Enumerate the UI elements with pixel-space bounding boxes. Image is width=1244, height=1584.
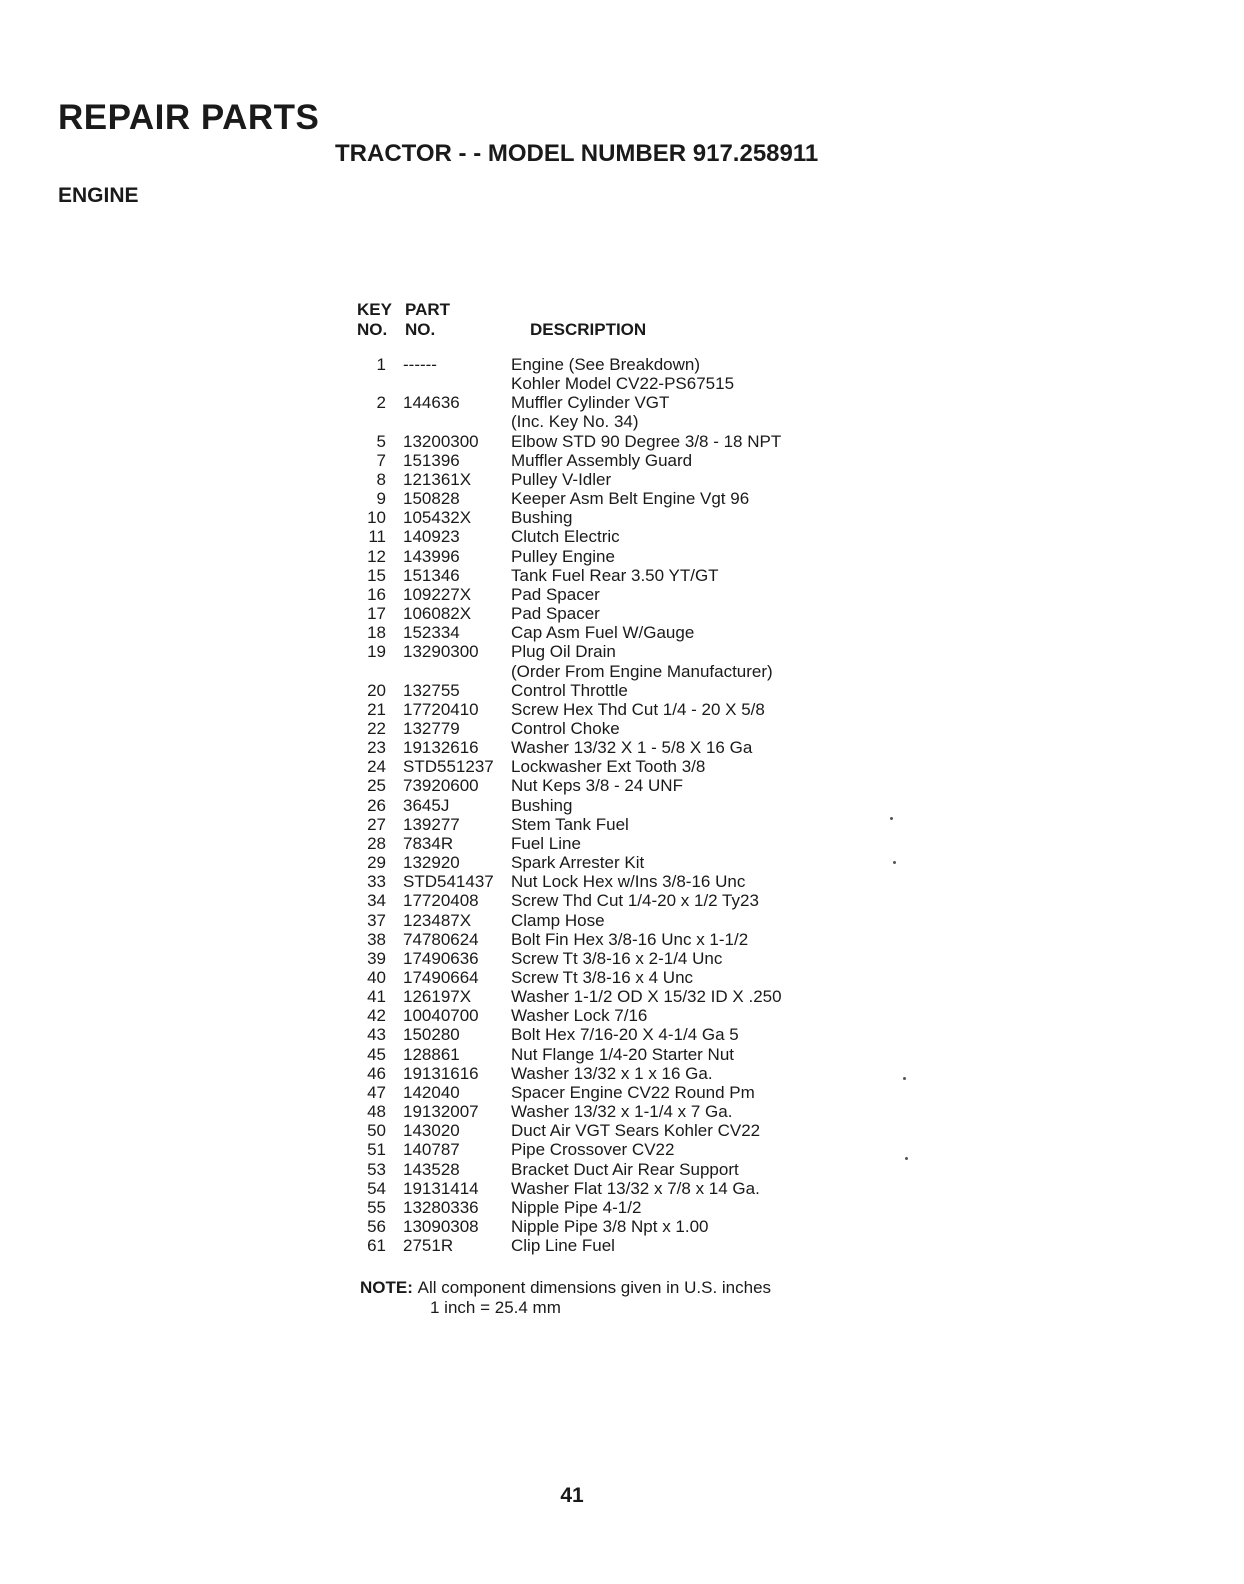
description: [511, 891, 876, 910]
description-line: Clip Line Fuel: [511, 1236, 615, 1256]
description-line: Nut Lock Hex w/Ins 3/8-16 Unc: [511, 872, 746, 892]
key-number: 29: [367, 853, 386, 873]
scan-speck: [905, 1157, 908, 1160]
description-line: Engine (See Breakdown): [511, 355, 701, 374]
description: [511, 1179, 876, 1198]
key-number: 16: [367, 584, 386, 604]
parts-row: [356, 623, 876, 642]
description-line: Stem Tank Fuel: [511, 814, 629, 834]
description-line: Bushing: [511, 795, 573, 815]
parts-row: [356, 355, 876, 393]
description-line: Plug Oil Drain: [511, 642, 616, 662]
description-line: Muffler Assembly Guard: [511, 450, 693, 470]
key-number: 28: [367, 833, 386, 853]
description: [511, 930, 876, 949]
parts-row: [356, 700, 876, 719]
part-number: 13200300: [403, 431, 479, 451]
description-line: (Inc. Key No. 34): [511, 412, 639, 432]
description-line: Screw Tt 3/8-16 x 2-1/4 Unc: [511, 948, 723, 968]
part-number: 121361X: [403, 469, 472, 489]
part-number: 150280: [403, 1025, 460, 1045]
key-number: 21: [367, 699, 386, 719]
part-number: 7834R: [403, 833, 454, 853]
part-number: 19131414: [403, 1178, 479, 1198]
parts-row: [356, 1064, 876, 1083]
description: [511, 776, 876, 795]
description: [511, 642, 876, 680]
parts-row: [356, 1217, 876, 1236]
part-number: STD551237: [403, 757, 494, 777]
note: [360, 1278, 771, 1318]
parts-row: [356, 911, 876, 930]
column-header-key-no: KEY NO.: [357, 300, 392, 339]
part-number: 143996: [403, 546, 460, 566]
description-line: Washer 13/32 x 1-1/4 x 7 Ga.: [511, 1102, 733, 1122]
part-number: 132779: [403, 718, 460, 738]
parts-row: [356, 757, 876, 776]
scan-speck: [890, 817, 893, 820]
key-number: 19: [367, 642, 386, 662]
part-number: 143020: [403, 1121, 460, 1141]
description-line: Tank Fuel Rear 3.50 YT/GT: [511, 565, 719, 585]
part-number: 2751R: [403, 1236, 454, 1256]
description: [511, 1064, 876, 1083]
parts-row: [356, 681, 876, 700]
parts-row: [356, 1006, 876, 1025]
parts-row: [356, 930, 876, 949]
description: [511, 1102, 876, 1121]
parts-row: [356, 604, 876, 623]
part-number: 105432X: [403, 508, 472, 528]
part-number: 19132007: [403, 1102, 479, 1122]
description-line: Control Choke: [511, 718, 620, 738]
key-number: 42: [367, 1006, 386, 1026]
scan-speck: [893, 861, 896, 864]
part-number: 152334: [403, 623, 460, 643]
description: [511, 355, 876, 393]
part-number: 73920600: [403, 776, 479, 796]
description-line: Nut Flange 1/4-20 Starter Nut: [511, 1044, 735, 1064]
description: [511, 1217, 876, 1236]
parts-row: [356, 1160, 876, 1179]
key-number: 40: [367, 968, 386, 987]
description: [511, 949, 876, 968]
parts-row: [356, 1025, 876, 1044]
part-number: 10040700: [403, 1006, 479, 1026]
description: [511, 1198, 876, 1217]
description: [511, 547, 876, 566]
parts-row: [356, 470, 876, 489]
parts-row: [356, 1121, 876, 1140]
key-number: 1: [376, 355, 386, 374]
description: [511, 566, 876, 585]
column-header-part-no: PART NO.: [405, 300, 451, 339]
key-number: 27: [367, 814, 386, 834]
part-number: 132920: [403, 853, 460, 873]
parts-row: [356, 738, 876, 757]
parts-row: [356, 987, 876, 1006]
parts-row: [356, 1236, 876, 1255]
key-number: 55: [367, 1197, 386, 1217]
parts-row: [356, 451, 876, 470]
description: [511, 815, 876, 834]
description-line: Lockwasher Ext Tooth 3/8: [511, 757, 706, 777]
key-number: 46: [367, 1063, 386, 1083]
parts-row: [356, 489, 876, 508]
parts-row: [356, 891, 876, 910]
key-number: 20: [367, 680, 386, 700]
part-number: 17490636: [403, 948, 479, 968]
column-header-description: DESCRIPTION: [530, 320, 647, 339]
description-line: Washer 13/32 X 1 - 5/8 X 16 Ga: [511, 738, 753, 758]
description: [511, 738, 876, 757]
part-number: 109227X: [403, 584, 472, 604]
key-number: 47: [367, 1082, 386, 1102]
description-line: Washer Flat 13/32 x 7/8 x 14 Ga.: [511, 1178, 760, 1198]
description-line: Elbow STD 90 Degree 3/8 - 18 NPT: [511, 431, 782, 451]
key-number: 25: [367, 776, 386, 796]
description-line: Muffler Cylinder VGT: [511, 393, 670, 413]
parts-row: [356, 834, 876, 853]
description: [511, 757, 876, 776]
key-number: 43: [367, 1025, 386, 1045]
note-line-1: All component dimensions given in U.S. inches: [417, 1278, 772, 1297]
part-number: 106082X: [403, 604, 472, 624]
description-line: Keeper Asm Belt Engine Vgt 96: [511, 489, 750, 509]
part-number: 17720410: [403, 699, 479, 719]
description: [511, 1025, 876, 1044]
part-number: 123487X: [403, 910, 472, 930]
part-number: 19132616: [403, 738, 479, 758]
description-line: Bolt Hex 7/16-20 X 4-1/4 Ga 5: [511, 1025, 739, 1045]
description-line: Kohler Model CV22-PS67515: [511, 374, 735, 394]
description: [511, 393, 876, 431]
key-number: 7: [376, 450, 386, 470]
description: [511, 911, 876, 930]
key-number: 51: [367, 1140, 386, 1160]
parts-row: [356, 393, 876, 431]
description: [511, 834, 876, 853]
description-line: Screw Thd Cut 1/4-20 x 1/2 Ty23: [511, 891, 759, 911]
parts-row: [356, 1083, 876, 1102]
section-heading: ENGINE: [58, 184, 139, 207]
parts-row: [356, 585, 876, 604]
description-line: Pulley Engine: [511, 546, 615, 566]
description: [511, 508, 876, 527]
part-number: 74780624: [403, 929, 479, 949]
description: [511, 470, 876, 489]
description-line: Clutch Electric: [511, 527, 620, 547]
part-number: 139277: [403, 814, 460, 834]
key-number: 53: [367, 1159, 386, 1179]
key-number: 26: [367, 795, 386, 815]
description: [511, 853, 876, 872]
description: [511, 1160, 876, 1179]
parts-row: [356, 642, 876, 680]
part-number: 144636: [403, 393, 460, 413]
parts-row: [356, 1198, 876, 1217]
scan-speck: [903, 1077, 906, 1080]
key-number: 41: [367, 987, 386, 1007]
description-line: Screw Hex Thd Cut 1/4 - 20 X 5/8: [511, 699, 765, 719]
description-line: Fuel Line: [511, 833, 581, 853]
parts-row: [356, 853, 876, 872]
description: [511, 719, 876, 738]
description-line: Washer Lock 7/16: [511, 1006, 648, 1026]
description: [511, 1121, 876, 1140]
key-number: 33: [367, 872, 386, 892]
description-line: Nipple Pipe 4-1/2: [511, 1197, 642, 1217]
description-line: Control Throttle: [511, 680, 628, 700]
parts-row: [356, 508, 876, 527]
key-number: 37: [367, 910, 386, 930]
description: [511, 451, 876, 470]
description-line: Cap Asm Fuel W/Gauge: [511, 623, 695, 643]
description-line: Bolt Fin Hex 3/8-16 Unc x 1-1/2: [511, 929, 749, 949]
part-number: 142040: [403, 1082, 460, 1102]
part-number: 140923: [403, 527, 460, 547]
part-number: 143528: [403, 1159, 460, 1179]
description-line: Pad Spacer: [511, 584, 600, 604]
model-subtitle: TRACTOR - - MODEL NUMBER 917.258911: [335, 140, 819, 167]
part-number: 19131616: [403, 1063, 479, 1083]
parts-row: [356, 949, 876, 968]
key-number: 38: [367, 929, 386, 949]
part-number: 132755: [403, 680, 460, 700]
key-number: 50: [367, 1121, 386, 1141]
key-number: 2: [376, 393, 386, 413]
key-number: 12: [367, 546, 386, 566]
key-number: 10: [367, 508, 386, 528]
parts-row: [356, 796, 876, 815]
description-line: Washer 1-1/2 OD X 15/32 ID X .250: [511, 987, 782, 1007]
description: [511, 1083, 876, 1102]
description: [511, 968, 876, 987]
part-number: 151396: [403, 450, 460, 470]
part-number: 13280336: [403, 1197, 479, 1217]
description: [511, 796, 876, 815]
parts-row: [356, 872, 876, 891]
parts-row: [356, 776, 876, 795]
description-line: Bracket Duct Air Rear Support: [511, 1159, 739, 1179]
key-number: 18: [367, 623, 386, 643]
key-number: 9: [376, 489, 386, 509]
description: [511, 1140, 876, 1159]
page-title: REPAIR PARTS: [58, 98, 320, 137]
description-line: Pipe Crossover CV22: [511, 1140, 675, 1160]
part-number: 150828: [403, 489, 460, 509]
description-line: (Order From Engine Manufacturer): [511, 661, 773, 681]
key-number: 54: [367, 1178, 386, 1198]
key-number: 17: [367, 604, 386, 624]
description-line: Spark Arrester Kit: [511, 853, 645, 873]
parts-row: [356, 547, 876, 566]
description: [511, 681, 876, 700]
description: [511, 489, 876, 508]
parts-list: [356, 355, 876, 1255]
description: [511, 585, 876, 604]
description-line: Nut Keps 3/8 - 24 UNF: [511, 776, 683, 796]
description: [511, 872, 876, 891]
description-line: Washer 13/32 x 1 x 16 Ga.: [511, 1063, 713, 1083]
description: [511, 1006, 876, 1025]
parts-row: [356, 719, 876, 738]
part-number: 3645J: [403, 795, 450, 815]
part-number: 126197X: [403, 987, 472, 1007]
key-number: 39: [367, 948, 386, 968]
description-line: Nipple Pipe 3/8 Npt x 1.00: [511, 1217, 709, 1237]
key-number: 61: [367, 1236, 386, 1256]
description: [511, 1045, 876, 1064]
key-number: 56: [367, 1217, 386, 1237]
description: [511, 604, 876, 623]
parts-row: [356, 1179, 876, 1198]
part-number: 17720408: [403, 891, 479, 911]
key-number: 45: [367, 1044, 386, 1064]
key-number: 23: [367, 738, 386, 758]
description-line: Spacer Engine CV22 Round Pm: [511, 1082, 755, 1102]
part-number: 17490664: [403, 968, 479, 987]
part-number: 151346: [403, 565, 460, 585]
description: [511, 623, 876, 642]
key-number: 5: [376, 431, 386, 451]
description: [511, 700, 876, 719]
key-number: 22: [367, 718, 386, 738]
key-number: 11: [368, 527, 386, 547]
parts-row: [356, 968, 876, 987]
description-line: Duct Air VGT Sears Kohler CV22: [511, 1121, 761, 1141]
key-number: 15: [367, 565, 386, 585]
part-number: 13290300: [403, 642, 479, 662]
note-label: NOTE:: [360, 1278, 413, 1297]
description-line: Bushing: [511, 508, 573, 528]
parts-row: [356, 815, 876, 834]
part-number: STD541437: [403, 872, 494, 892]
description-line: Screw Tt 3/8-16 x 4 Unc: [511, 968, 694, 987]
key-number: 34: [367, 891, 386, 911]
part-number: 140787: [403, 1140, 460, 1160]
parts-row: [356, 1102, 876, 1121]
description-line: Pulley V-Idler: [511, 469, 612, 489]
key-number: 24: [367, 757, 386, 777]
description-line: Pad Spacer: [511, 604, 600, 624]
description-line: Clamp Hose: [511, 910, 605, 930]
parts-row: [356, 432, 876, 451]
parts-row: [356, 1140, 876, 1159]
note-line-2: 1 inch = 25.4 mm: [430, 1298, 561, 1317]
description: [511, 1236, 876, 1255]
page-number: 41: [560, 1484, 584, 1507]
description: [511, 987, 876, 1006]
key-number: 8: [376, 469, 386, 489]
key-number: 48: [367, 1102, 386, 1122]
part-number: ------: [403, 355, 437, 374]
parts-row: [356, 1045, 876, 1064]
parts-row: [356, 527, 876, 546]
description: [511, 432, 876, 451]
description: [511, 527, 876, 546]
part-number: 128861: [403, 1044, 460, 1064]
parts-row: [356, 566, 876, 585]
part-number: 13090308: [403, 1217, 479, 1237]
